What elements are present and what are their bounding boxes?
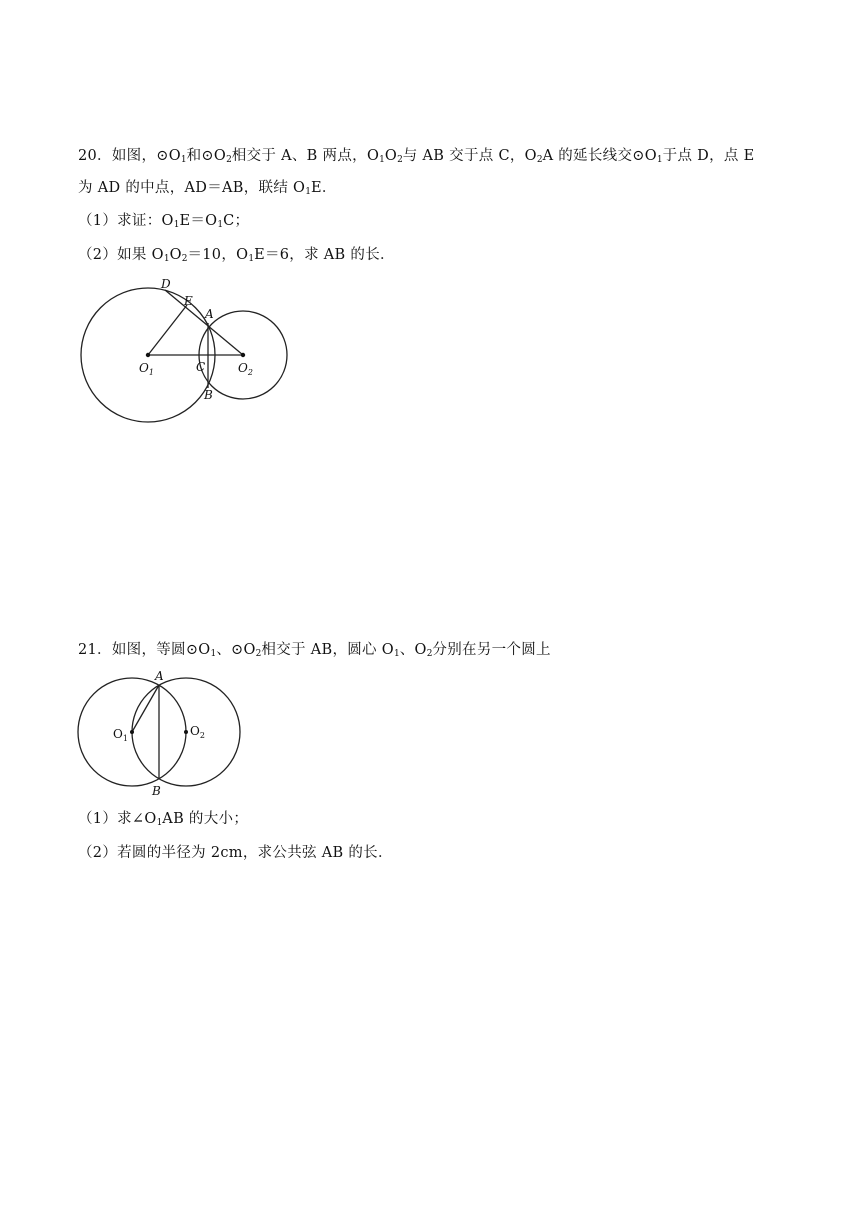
segment-o2-d — [165, 290, 243, 355]
q20-line-2: 为 AD 的中点，AD＝AB，联结 $O_1E$． — [78, 180, 337, 197]
point-o1 — [130, 730, 134, 734]
label-a: A — [205, 307, 214, 321]
segment-o1-e — [148, 305, 187, 355]
label-c: C — [196, 360, 206, 374]
label-o2: $O_2$ — [190, 724, 205, 740]
q20-part-1: （1）求证：$O_1E=O_1C$； — [78, 213, 250, 230]
label-a: A — [155, 669, 164, 683]
label-d: D — [161, 277, 171, 291]
point-o1 — [146, 353, 150, 357]
label-o2: $O_2$ — [238, 361, 253, 377]
point-o2 — [241, 353, 245, 357]
q21-line-1: 21．如图，等圆$⊙O_1$、$⊙O_2$相交于 AB，圆心 $O_1$、$O_2$分别在另一个圆上 — [78, 642, 551, 659]
q21-part-1: （1）求$\angle O_1AB$ 的大小； — [78, 811, 249, 828]
point-o2 — [184, 730, 188, 734]
segment-o1-a — [132, 685, 159, 732]
q20-figure — [0, 0, 860, 440]
label-e: E — [184, 294, 193, 308]
label-b: B — [204, 388, 213, 402]
q21-part-2: （2）若圆的半径为 2cm，求公共弦 AB 的长． — [78, 845, 393, 861]
q20-part-2: （2）如果 $O_1O_2=10$，$O_1E=6$，求 AB 的长． — [78, 247, 395, 264]
label-o1: $O_1$ — [113, 727, 128, 743]
q20-line-1: 20．如图，$⊙O_1$和$⊙O_2$相交于 A、B 两点，$O_1O_2$与 AB 交于点 C，$O_2A$ 的延长线交$⊙O_1$于点 D，点 E — [78, 148, 755, 165]
label-o1: $O_1$ — [139, 361, 154, 377]
q21-figure — [0, 660, 860, 805]
label-b: B — [152, 784, 161, 798]
